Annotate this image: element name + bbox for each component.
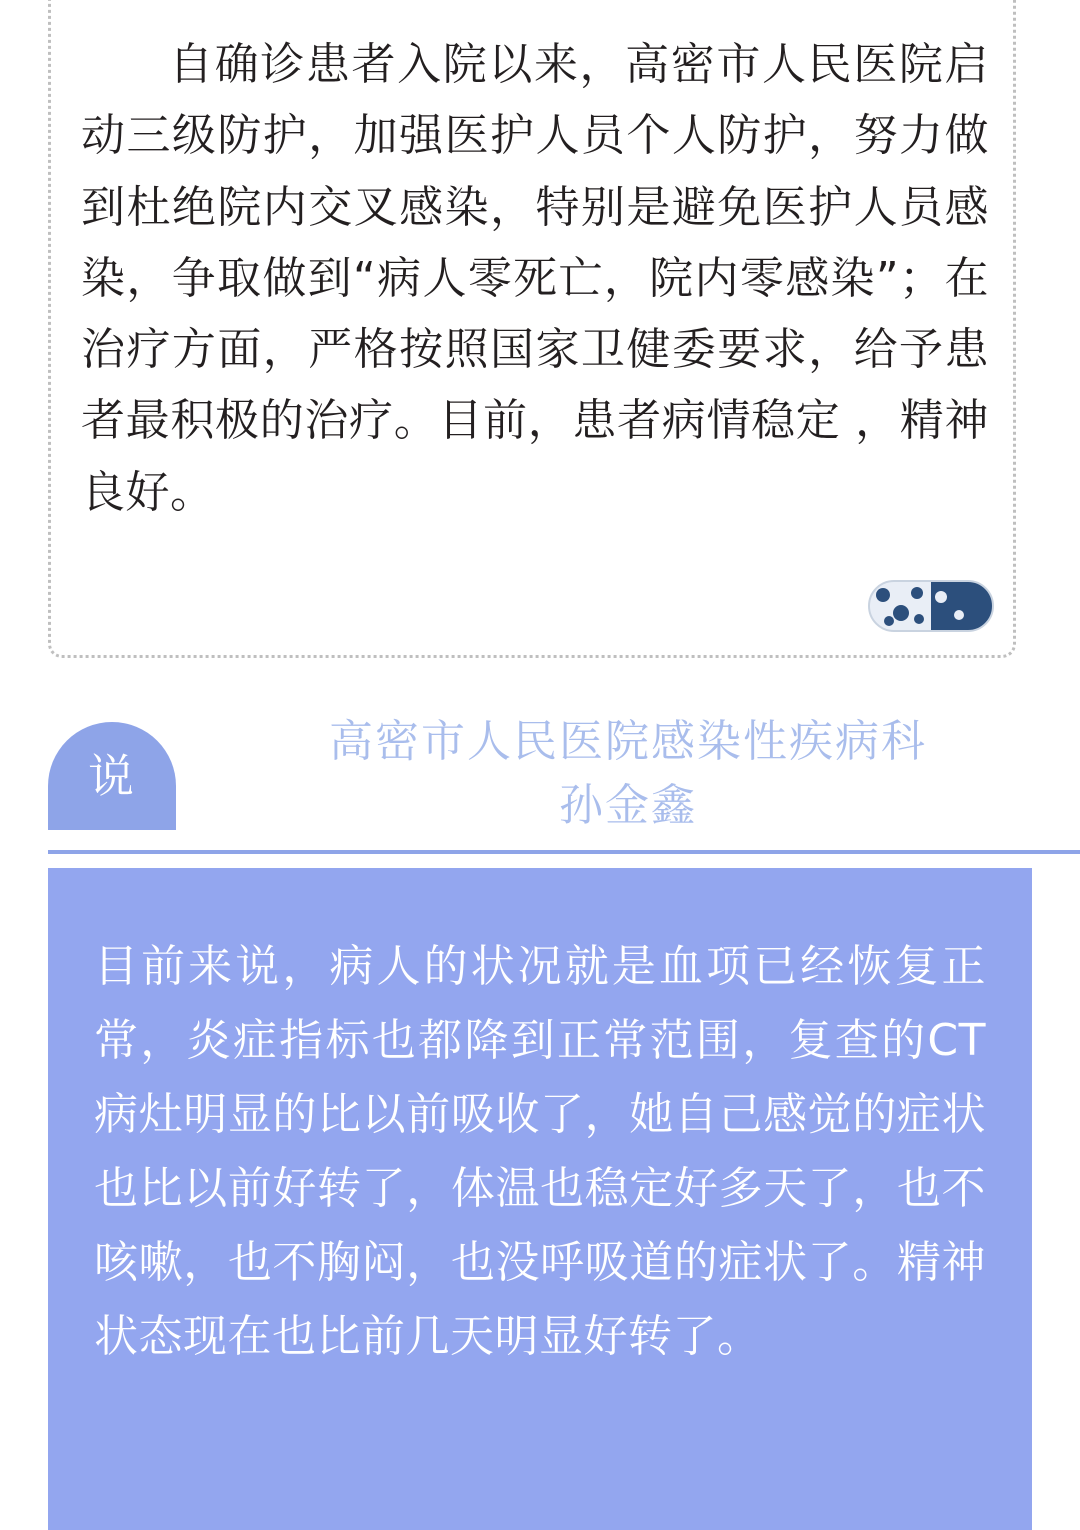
quote-paragraph: 自确诊患者入院以来，高密市人民医院启动三级防护，加强医护人员个人防护，努力做到杜绝院内交叉感染，特别是避免医护人员感染，争取做到“病人零死亡，院内零感染”；在治疗方面，严格按照国家卫健委要求，给予患者最积极的治疗。目前，患者病情稳定 ，精神良好。 xyxy=(81,39,989,518)
speaker-divider xyxy=(48,850,1080,854)
answer-text: 目前来说，病人的状况就是血项已经恢复正常，炎症指标也都降到正常范围，复查的CT病灶明显的比以前吸收了，她自己感觉的症状也比以前好转了，体温也稳定好多天了，也不咳嗽，也不胸闷，也没呼吸道的症状了。精神状态现在也比前几天明显好转了。 xyxy=(94,941,986,1362)
left-margin-spacer xyxy=(0,868,48,1530)
quote-card xyxy=(48,0,1016,658)
answer-block xyxy=(48,868,1032,1530)
speaker-name: 高密市人民医院感染性疾病科 孙金鑫 xyxy=(329,716,927,831)
capsule-pill-icon xyxy=(867,579,995,633)
speaker-tag: 说 xyxy=(48,722,176,830)
speaker-row xyxy=(48,700,1032,852)
